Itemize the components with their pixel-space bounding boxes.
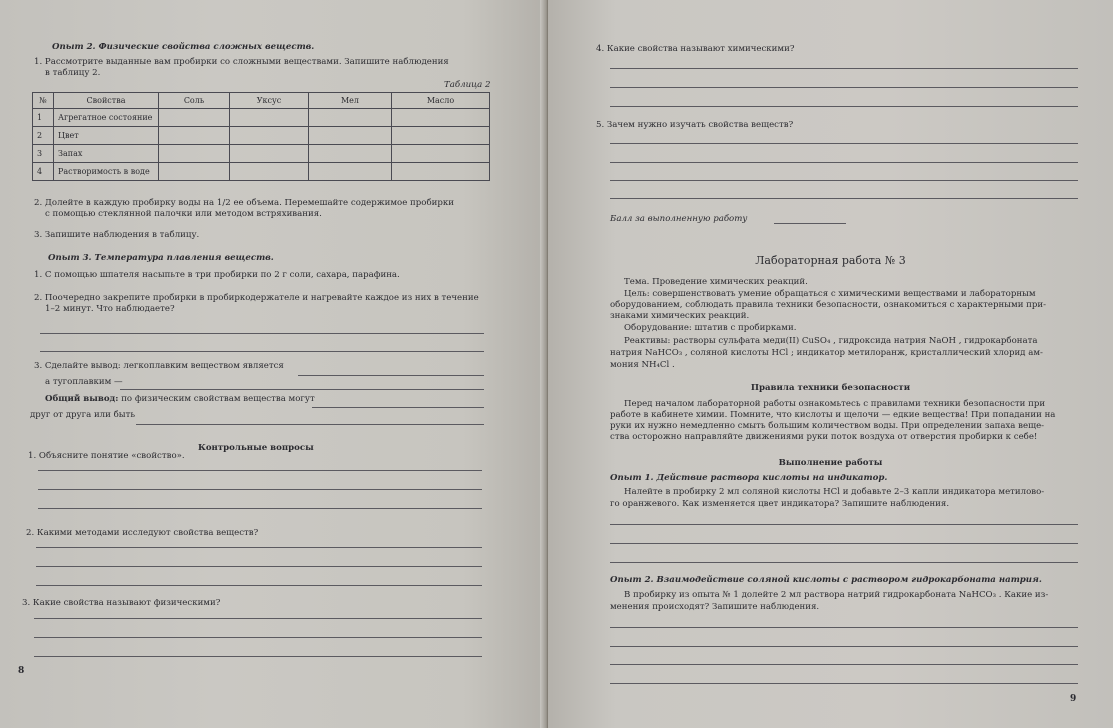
safety-line4: ства осторожно направляйте движениями руки поток воздуха от отверстия пробирки к себе! bbox=[610, 432, 1038, 442]
exp3-step1: 1. С помощью шпателя насыпьте в три пробирки по 2 г соли, сахара, парафина. bbox=[34, 270, 400, 280]
row-prop: Агрегатное состояние bbox=[54, 109, 159, 127]
table-header-row bbox=[33, 93, 490, 109]
cell-vinegar[interactable] bbox=[230, 109, 309, 127]
safety-line2: работе в кабинете химии. Помните, что кислоты и щелочи — едкие вещества! При попадании на bbox=[610, 410, 1056, 420]
cell-oil[interactable] bbox=[392, 127, 490, 145]
answer-line[interactable] bbox=[34, 637, 482, 638]
exp2-line1: В пробирку из опыта № 1 долейте 2 мл раствора натрий гидрокарбоната NaHCO₃ . Какие из- bbox=[624, 590, 1049, 600]
safety-title: Правила техники безопасности bbox=[750, 383, 911, 393]
goal-line3: знаками химических реакций. bbox=[610, 311, 750, 321]
cell-chalk[interactable] bbox=[309, 145, 392, 163]
reagents-line2: натрия NaHCO₃ , соляной кислоты HCl ; индикатор метилоранж, кристаллический хлорид ам- bbox=[610, 348, 1043, 358]
exp2-step2-line1: 2. Долейте в каждую пробирку воды на 1/2 ее объема. Перемешайте содержимое пробирки bbox=[34, 198, 454, 208]
answer-line[interactable] bbox=[36, 585, 482, 586]
exp3-step2-line2: 1–2 минут. Что наблюдаете? bbox=[45, 304, 175, 314]
table-row bbox=[33, 127, 490, 145]
exp3-step3-line2: а тугоплавким — bbox=[45, 377, 123, 387]
exp2-step1-line2: в таблицу 2. bbox=[45, 68, 101, 78]
reagents-line3: мония NH₄Cl . bbox=[610, 360, 675, 370]
answer-line[interactable] bbox=[610, 664, 1078, 665]
row-prop: Цвет bbox=[54, 127, 159, 145]
exp2-title: Опыт 2. Физические свойства сложных веществ. bbox=[52, 42, 315, 52]
header-oil: Масло bbox=[392, 93, 490, 109]
left-page bbox=[0, 0, 545, 728]
header-salt: Соль bbox=[159, 93, 230, 109]
question-4: 4. Какие свойства называют химическими? bbox=[596, 44, 795, 54]
question-1: 1. Объясните понятие «свойство». bbox=[28, 451, 185, 461]
score-label: Балл за выполненную работу bbox=[610, 214, 748, 224]
exp1-line1: Налейте в пробирку 2 мл соляной кислоты HCl и добавьте 2–3 капли индикатора метилово- bbox=[624, 487, 1045, 497]
answer-line[interactable] bbox=[610, 143, 1078, 144]
cell-chalk[interactable] bbox=[309, 163, 392, 181]
question-3: 3. Какие свойства называют физическими? bbox=[22, 598, 221, 608]
general-conclusion-line2: друг от друга или быть bbox=[30, 410, 136, 420]
header-vinegar: Уксус bbox=[230, 93, 309, 109]
answer-line[interactable] bbox=[610, 683, 1078, 684]
exp3-step2-line1: 2. Поочередно закрепите пробирки в пробиркодержателе и нагревайте каждое из них в течение bbox=[34, 293, 479, 303]
cell-salt[interactable] bbox=[159, 109, 230, 127]
header-props: Свойства bbox=[54, 93, 159, 109]
safety-line1: Перед началом лабораторной работы ознакомьтесь с правилами техники безопасности при bbox=[624, 399, 1046, 409]
answer-line[interactable] bbox=[610, 562, 1078, 563]
row-num: 1 bbox=[33, 109, 54, 127]
row-num: 2 bbox=[33, 127, 54, 145]
properties-table bbox=[32, 92, 490, 181]
exp1-line2: го оранжевого. Как изменяется цвет индикатора? Запишите наблюдения. bbox=[610, 499, 950, 509]
exp2-step2-line2: с помощью стеклянной палочки или методом встряхивания. bbox=[45, 209, 322, 219]
header-num: № bbox=[33, 93, 54, 109]
goal-line2: оборудованием, соблюдать правила техники безопасности, ознакомиться с характерными при- bbox=[610, 300, 1047, 310]
row-prop: Запах bbox=[54, 145, 159, 163]
answer-line[interactable] bbox=[610, 646, 1078, 647]
cell-chalk[interactable] bbox=[309, 127, 392, 145]
cell-chalk[interactable] bbox=[309, 109, 392, 127]
exp2-step3: 3. Запишите наблюдения в таблицу. bbox=[34, 230, 200, 240]
answer-line[interactable] bbox=[610, 524, 1078, 525]
page-number-left: 8 bbox=[18, 666, 25, 676]
answer-line[interactable] bbox=[610, 68, 1078, 69]
table-row bbox=[33, 109, 490, 127]
general-conclusion bbox=[45, 394, 315, 405]
cell-oil[interactable] bbox=[392, 163, 490, 181]
cell-vinegar[interactable] bbox=[230, 127, 309, 145]
answer-line[interactable] bbox=[610, 162, 1078, 163]
exp2-title-right: Опыт 2. Взаимодействие соляной кислоты с раствором гидрокарбоната натрия. bbox=[610, 575, 1042, 585]
row-num: 3 bbox=[33, 145, 54, 163]
page-number-right: 9 bbox=[1070, 694, 1077, 704]
answer-line[interactable] bbox=[38, 470, 482, 471]
table-row bbox=[33, 145, 490, 163]
answer-line[interactable] bbox=[610, 180, 1078, 181]
score-field[interactable] bbox=[774, 223, 846, 224]
exp2-step1-line1: 1. Рассмотрите выданные вам пробирки со сложными веществами. Запишите наблюдения bbox=[34, 57, 449, 67]
table-row bbox=[33, 163, 490, 181]
answer-line[interactable] bbox=[610, 106, 1078, 107]
answer-line[interactable] bbox=[610, 87, 1078, 88]
answer-line[interactable] bbox=[34, 656, 482, 657]
question-2: 2. Какими методами исследуют свойства веществ? bbox=[26, 528, 259, 538]
lab-title: Лабораторная работа № 3 bbox=[755, 254, 906, 267]
answer-line[interactable] bbox=[610, 627, 1078, 628]
answer-line[interactable] bbox=[40, 351, 484, 352]
exp3-step3-line1: 3. Сделайте вывод: легкоплавким веществом является bbox=[34, 361, 284, 371]
cell-salt[interactable] bbox=[159, 127, 230, 145]
question-5: 5. Зачем нужно изучать свойства веществ? bbox=[596, 120, 794, 130]
answer-line[interactable] bbox=[136, 424, 484, 425]
cell-oil[interactable] bbox=[392, 109, 490, 127]
cell-oil[interactable] bbox=[392, 145, 490, 163]
cell-salt[interactable] bbox=[159, 163, 230, 181]
goal-line1: Цель: совершенствовать умение обращаться с химическими веществами и лабораторным bbox=[624, 289, 1036, 299]
exp2-line2: менения происходят? Запишите наблюдения. bbox=[610, 602, 820, 612]
answer-line[interactable] bbox=[36, 566, 482, 567]
lab-topic: Тема. Проведение химических реакций. bbox=[624, 277, 808, 287]
header-chalk: Мел bbox=[309, 93, 392, 109]
safety-line3: руки их нужно немедленно смыть большим количеством воды. При определении запаха веще- bbox=[610, 421, 1045, 431]
right-page bbox=[548, 0, 1113, 728]
cell-vinegar[interactable] bbox=[230, 145, 309, 163]
row-prop: Растворимость в воде bbox=[54, 163, 159, 181]
answer-line[interactable] bbox=[120, 389, 484, 390]
exp1-title: Опыт 1. Действие раствора кислоты на индикатор. bbox=[610, 473, 888, 483]
control-questions-title: Контрольные вопросы bbox=[198, 443, 314, 453]
equipment: Оборудование: штатив с пробирками. bbox=[624, 323, 797, 333]
general-conclusion-text: по физическим свойствам вещества могут bbox=[121, 394, 315, 404]
answer-line[interactable] bbox=[34, 618, 482, 619]
reagents-line1: Реактивы: растворы сульфата меди(II) CuSO₄ , гидроксида натрия NaOH , гидрокарбоната bbox=[624, 336, 1038, 346]
exp3-title: Опыт 3. Температура плавления веществ. bbox=[48, 253, 274, 263]
answer-line[interactable] bbox=[40, 333, 484, 334]
table-caption: Таблица 2 bbox=[444, 80, 491, 90]
answer-line[interactable] bbox=[38, 489, 482, 490]
procedure-title: Выполнение работы bbox=[778, 458, 883, 468]
answer-line[interactable] bbox=[36, 547, 482, 548]
cell-salt[interactable] bbox=[159, 145, 230, 163]
answer-line[interactable] bbox=[298, 375, 484, 376]
row-num: 4 bbox=[33, 163, 54, 181]
answer-line[interactable] bbox=[312, 407, 484, 408]
answer-line[interactable] bbox=[610, 198, 1078, 199]
cell-vinegar[interactable] bbox=[230, 163, 309, 181]
answer-line[interactable] bbox=[610, 543, 1078, 544]
answer-line[interactable] bbox=[38, 508, 482, 509]
general-conclusion-label: Общий вывод: bbox=[45, 394, 119, 404]
